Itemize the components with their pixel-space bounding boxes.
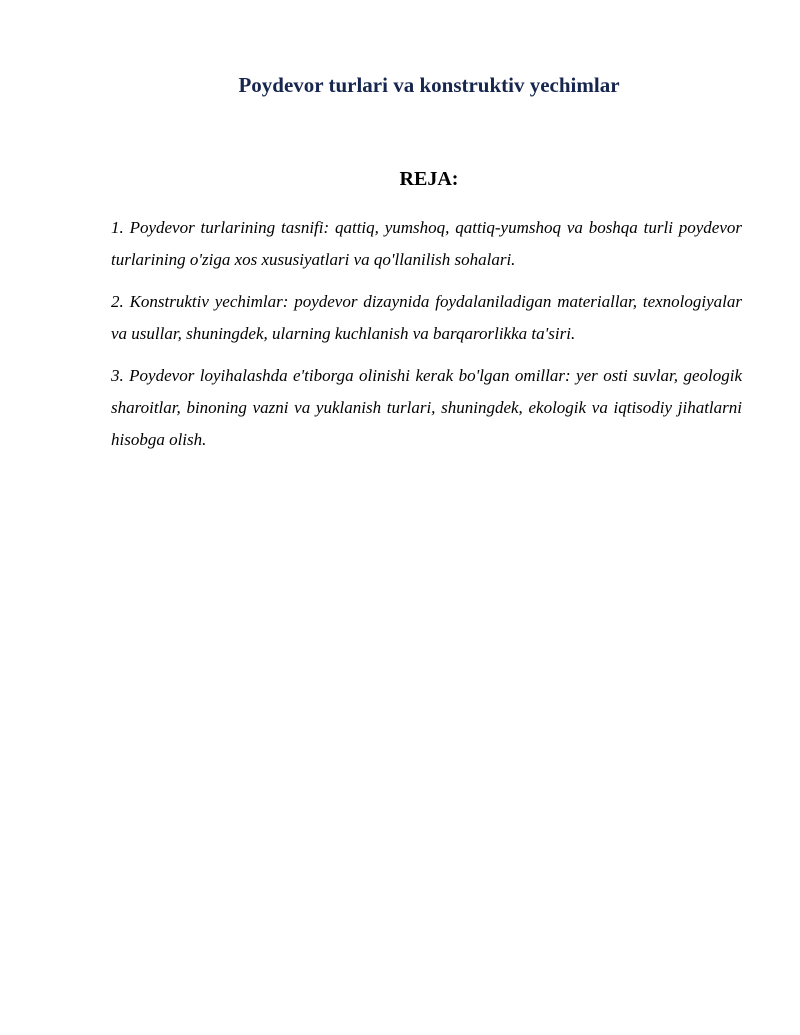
plan-heading: REJA: — [399, 168, 459, 190]
plan-list — [111, 212, 742, 466]
plan-item: 3. Poydevor loyihalashda e'tiborga olinishi kerak bo'lgan omillar: yer osti suvlar, geologik sharoitlar, binoning vazni va yuklanish turlari, shuningdek, ekologik va iqtisodiy jihatlarni hisobga olish. — [111, 366, 742, 449]
plan-item: 1. Poydevor turlarining tasnifi: qattiq, yumshoq, qattiq-yumshoq va boshqa turli poydevor turlarining o'ziga xos xususiyatlari va qo'llanilish sohalari. — [111, 218, 742, 269]
plan-item: 2. Konstruktiv yechimlar: poydevor dizaynida foydalaniladigan materiallar, texnologiyalar va usullar, shuningdek, ularning kuchlanish va barqarorlikka ta'siri. — [111, 292, 742, 343]
document-title: Poydevor turlari va konstruktiv yechimlar — [238, 73, 620, 97]
